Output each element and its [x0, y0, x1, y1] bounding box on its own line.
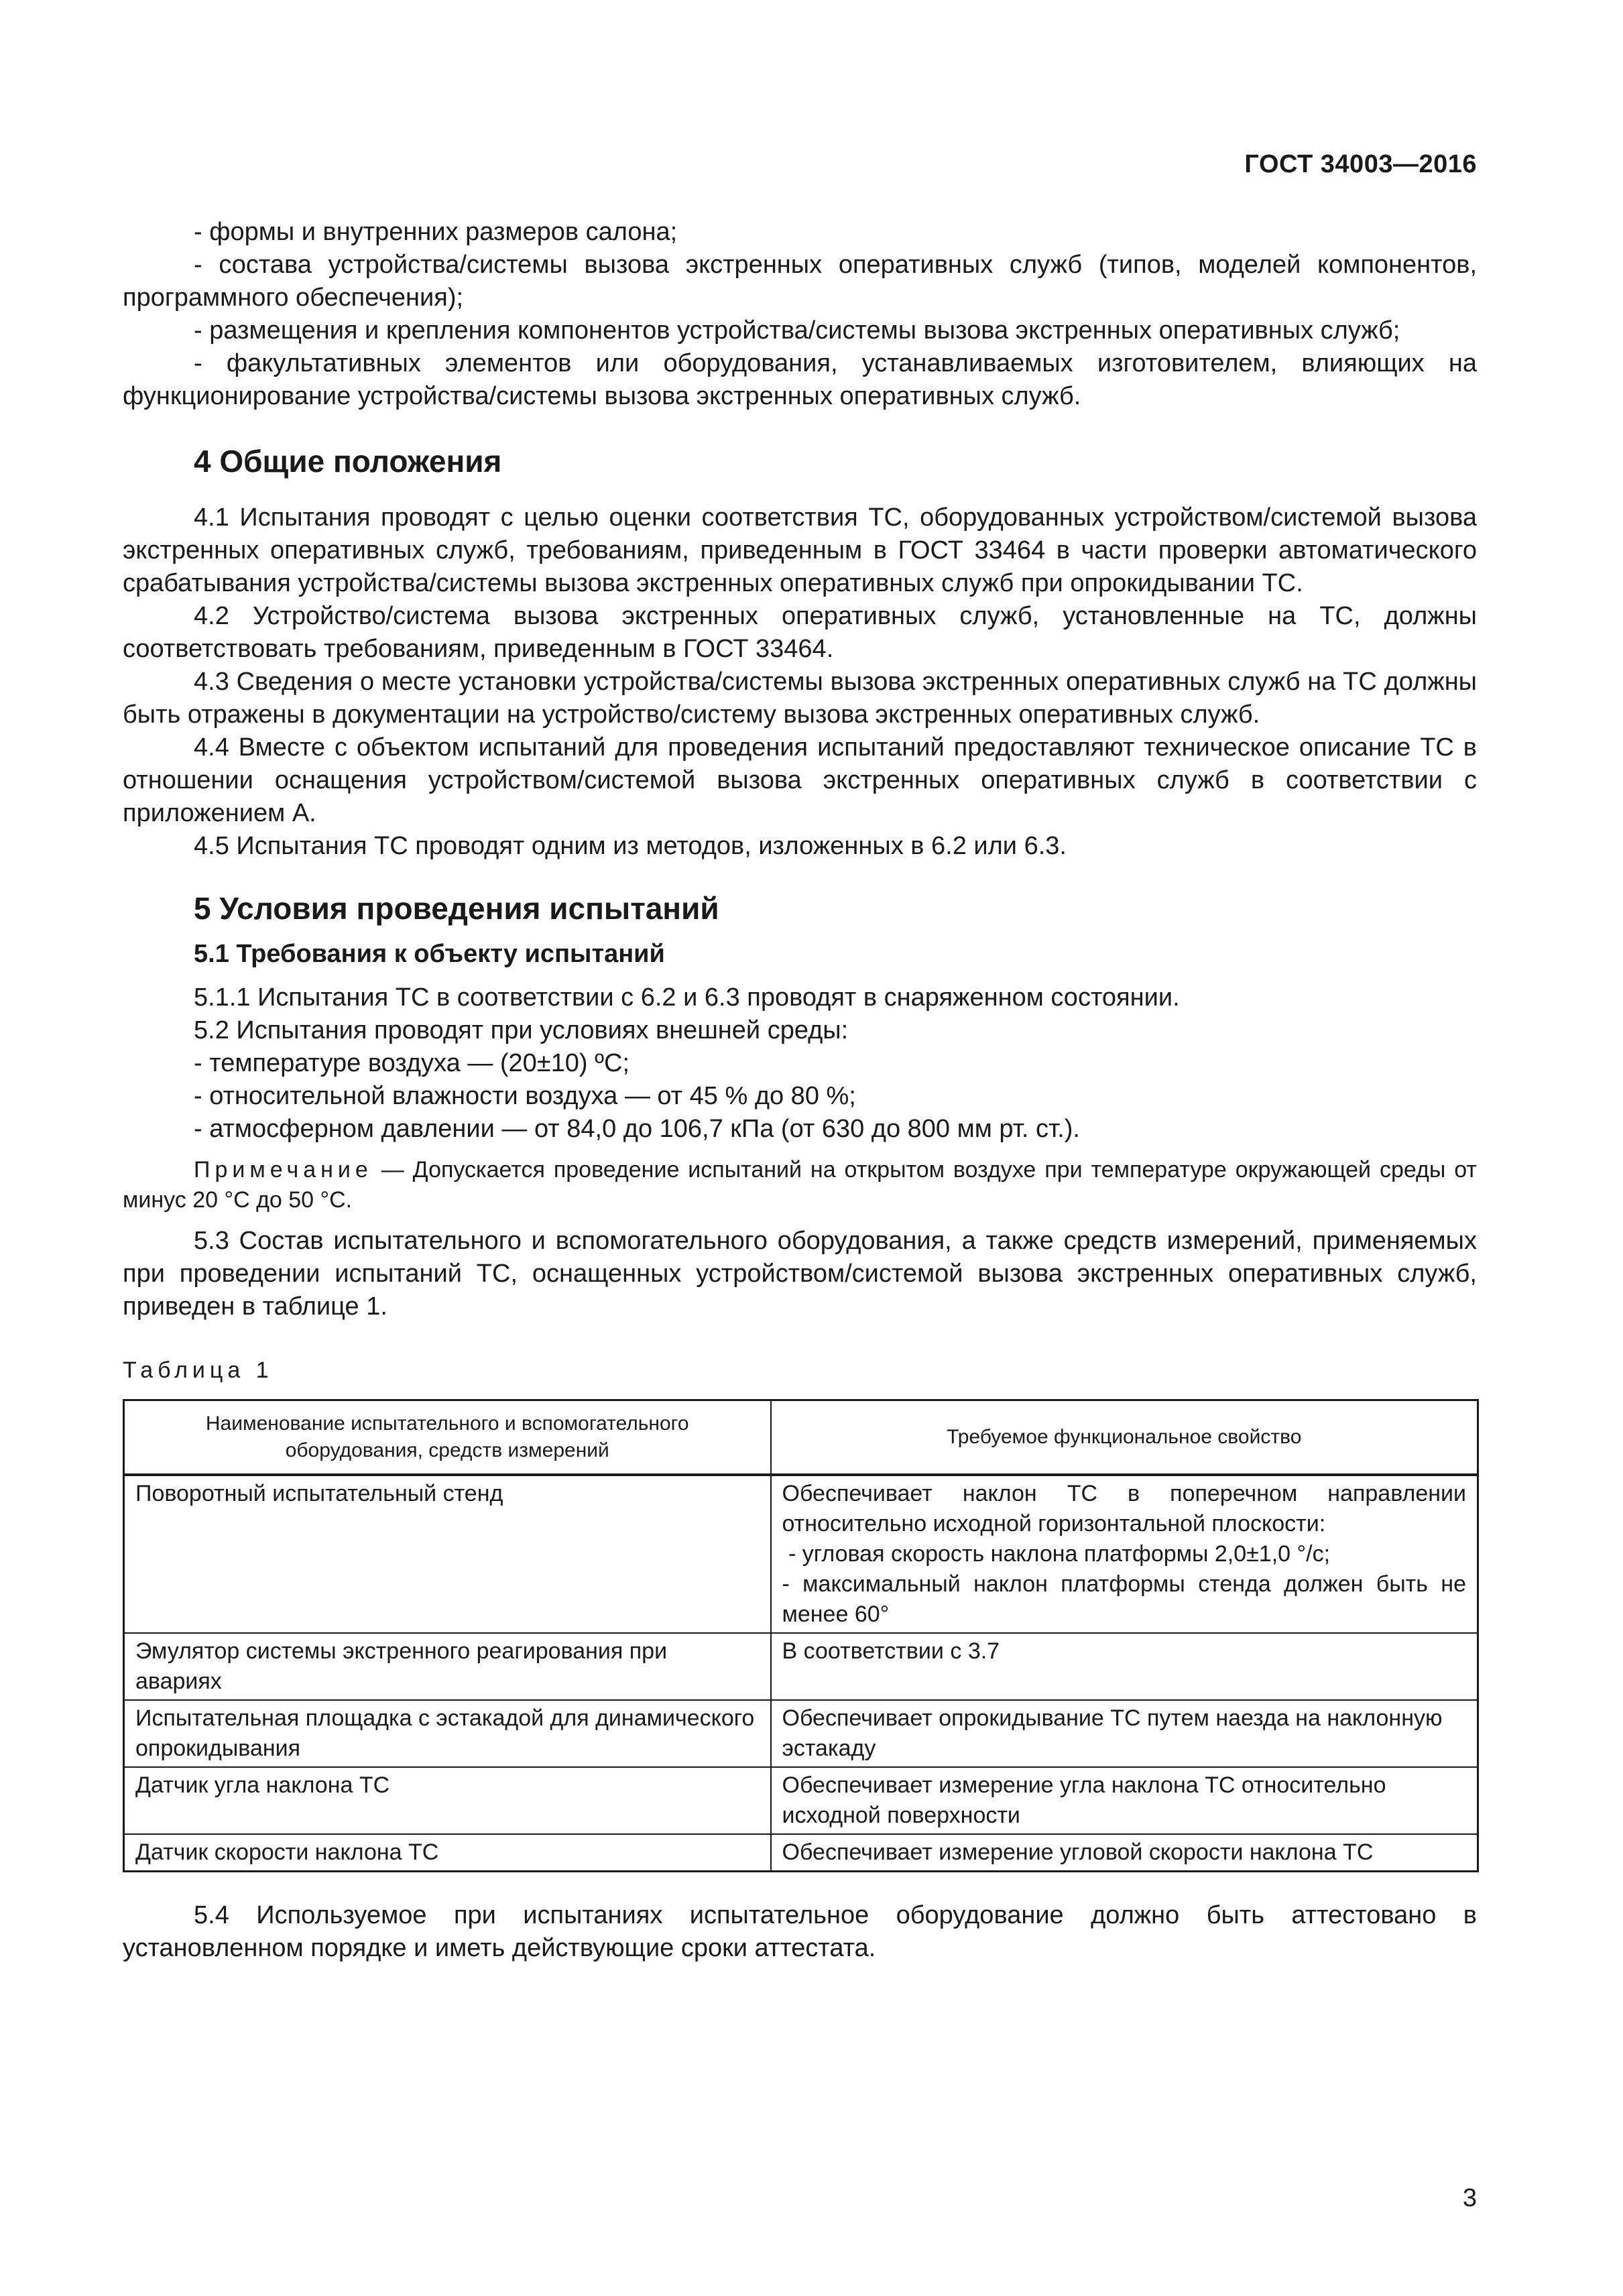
equipment-property: [771, 1700, 1478, 1767]
paragraph-4-2: 4.2 Устройство/система вызова экстренных оперативных служб, установленные на ТС, должны соответствовать требованиям, приведенным в ГОСТ 33464.: [123, 602, 1477, 663]
equipment-name: Датчик скорости наклона ТС: [124, 1834, 771, 1872]
paragraph-5-2: 5.2 Испытания проводят при условиях внешней среды:: [194, 1016, 849, 1044]
property-line: Обеспечивает измерение угловой скорости наклона ТС: [782, 1839, 1374, 1865]
document-header: ГОСТ 34003—2016: [1244, 150, 1477, 178]
equipment-property: [771, 1767, 1478, 1834]
list-item: - состава устройства/системы вызова экстренных оперативных служб (типов, моделей компонентов, программного обеспечения);: [123, 251, 1477, 312]
table-row: [124, 1633, 1478, 1700]
list-item: - факультативных элементов или оборудования, устанавливаемых изготовителем, влияющих на функционирование устройства/системы вызова экстренных оперативных служб.: [123, 349, 1477, 410]
page-number: 3: [1462, 2184, 1477, 2212]
paragraph-4-4: 4.4 Вместе с объектом испытаний для проведения испытаний предоставляют техническое описание ТС в отношении оснащения устройством/системой вызова экстренных оперативных служб в соответствии с приложением А.: [123, 733, 1477, 827]
equipment-property: [771, 1475, 1478, 1633]
column-header-equipment: Наименование испытательного и вспомогательного оборудования, средств измерений: [124, 1400, 771, 1475]
property-line: - максимальный наклон платформы стенда должен быть не менее 60°: [782, 1571, 1466, 1627]
property-line: В соответствии с 3.7: [782, 1638, 1000, 1664]
property-line: Обеспечивает измерение угла наклона ТС относительно исходной поверхности: [782, 1772, 1386, 1828]
section-5-heading: 5 Условия проведения испытаний: [194, 891, 719, 926]
equipment-property: [771, 1834, 1478, 1872]
table-header-row: [124, 1400, 1478, 1475]
property-line: - угловая скорость наклона платформы 2,0±1,0 °/с;: [782, 1541, 1331, 1567]
property-line: Обеспечивает наклон ТС в поперечном направлении относительно исходной горизонтальной плоскости:: [782, 1481, 1466, 1536]
equipment-name: Эмулятор системы экстренного реагирования при авариях: [124, 1633, 771, 1700]
list-item: - формы и внутренних размеров салона;: [194, 218, 678, 246]
note: [123, 1155, 1477, 1215]
table-row: [124, 1700, 1478, 1767]
table-row: [124, 1767, 1478, 1834]
paragraph-5-1-1: 5.1.1 Испытания ТС в соответствии с 6.2 и 6.3 проводят в снаряженном состоянии.: [194, 983, 1180, 1012]
condition-item: - температуре воздуха — (20±10) ºС;: [194, 1049, 630, 1077]
table-row: [124, 1475, 1478, 1633]
equipment-property: [771, 1633, 1478, 1700]
section-4-heading: 4 Общие положения: [194, 444, 502, 479]
table-caption: Таблица 1: [123, 1357, 274, 1383]
condition-item: - атмосферном давлении — от 84,0 до 106,7 кПа (от 630 до 800 мм рт. ст.).: [194, 1115, 1080, 1143]
paragraph-4-1: 4.1 Испытания проводят с целью оценки соответствия ТС, оборудованных устройством/системой вызова экстренных оперативных служб, требованиям, приведенным в ГОСТ 33464 в части проверки автоматического срабатывания устройства/системы вызова экстренных оперативных служб при опрокидывании ТС.: [123, 503, 1477, 597]
column-header-property: Требуемое функциональное свойство: [771, 1400, 1478, 1475]
subsection-5-1-heading: 5.1 Требования к объекту испытаний: [194, 940, 665, 968]
note-text: — Допускается проведение испытаний на открытом воздухе при температуре окружающей среды от минус 20 °С до 50 °С.: [123, 1157, 1477, 1213]
paragraph-5-3: 5.3 Состав испытательного и вспомогательного оборудования, а также средств измерений, применяемых при проведении испытаний ТС, оснащенных устройством/системой вызова экстренных оперативных служб, приведен в таблице 1.: [123, 1227, 1477, 1321]
equipment-name: Поворотный испытательный стенд: [124, 1475, 771, 1633]
property-line: Обеспечивает опрокидывание ТС путем наезда на наклонную эстакаду: [782, 1705, 1443, 1761]
page-content: [123, 216, 1477, 1965]
list-item: - размещения и крепления компонентов устройства/системы вызова экстренных оперативных служб;: [194, 316, 1400, 345]
note-label: Примечание: [194, 1157, 373, 1183]
paragraph-4-5: 4.5 Испытания ТС проводят одним из методов, изложенных в 6.2 или 6.3.: [194, 832, 1067, 860]
equipment-name: Испытательная площадка с эстакадой для динамического опрокидывания: [124, 1700, 771, 1767]
equipment-table: [123, 1399, 1479, 1872]
paragraph-5-4: 5.4 Используемое при испытаниях испытательное оборудование должно быть аттестовано в установленном порядке и иметь действующие сроки аттестата.: [123, 1901, 1477, 1962]
equipment-name: Датчик угла наклона ТС: [124, 1767, 771, 1834]
paragraph-4-3: 4.3 Сведения о месте установки устройства/системы вызова экстренных оперативных служб на ТС должны быть отражены в документации на устройство/систему вызова экстренных оперативных служб.: [123, 668, 1477, 729]
document-page: [123, 0, 1477, 2296]
table-row: [124, 1834, 1478, 1872]
condition-item: - относительной влажности воздуха — от 45 % до 80 %;: [194, 1082, 856, 1110]
